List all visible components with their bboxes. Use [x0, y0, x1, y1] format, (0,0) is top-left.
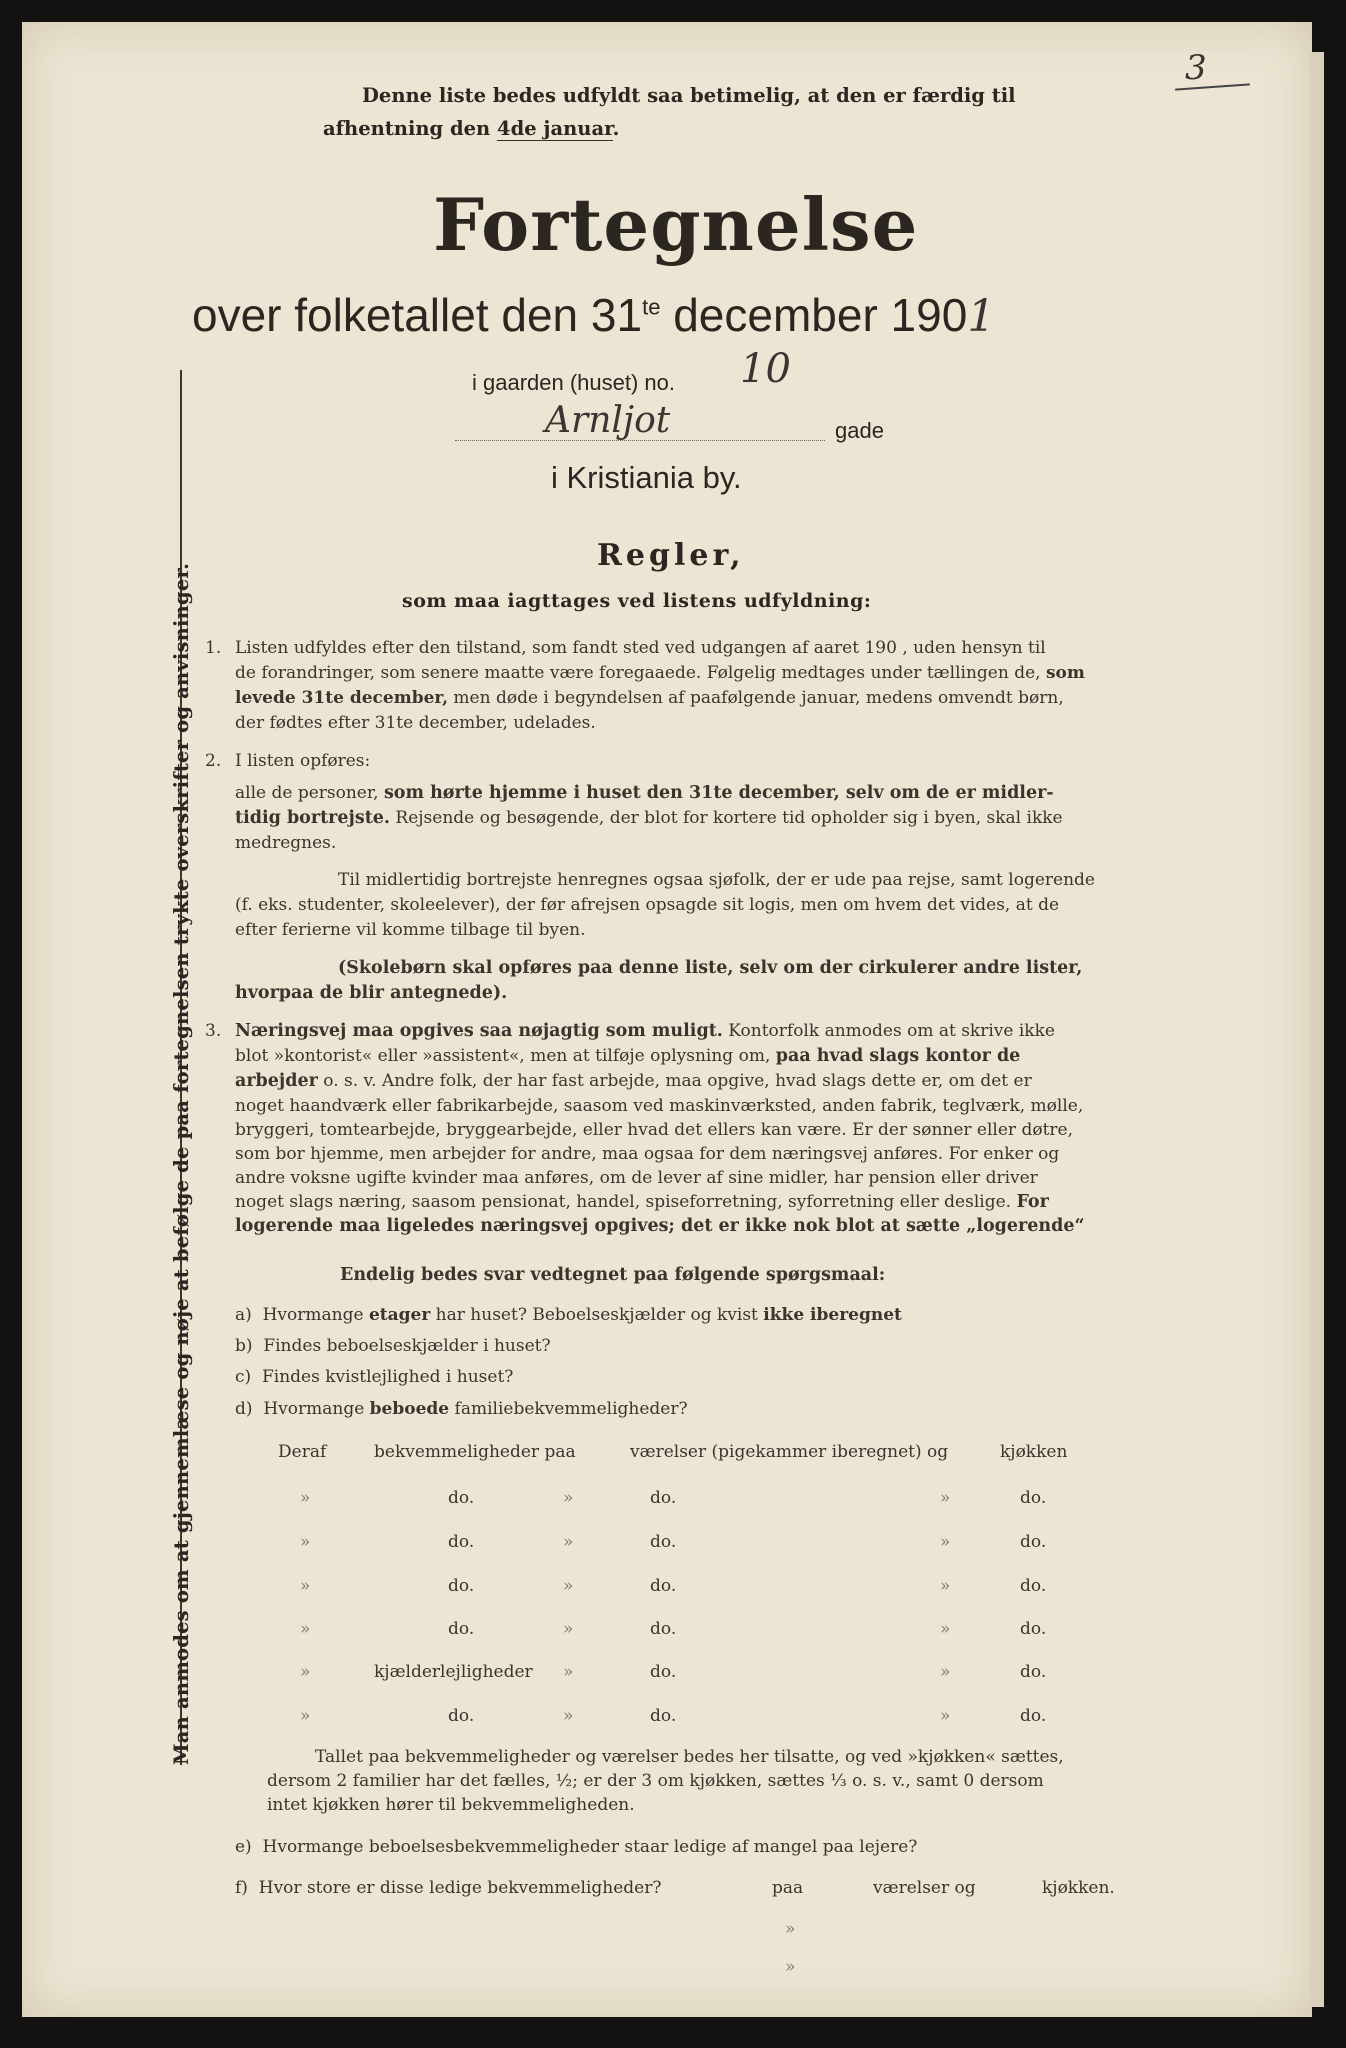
table-cell: »	[940, 1532, 951, 1552]
rule-2-line-5: Til midlertidig bortrejste henregnes ogsaa sjøfolk, der er ude paa rejse, samt logerende	[338, 870, 1095, 890]
table-cell: do.	[448, 1576, 475, 1596]
rule-2-line-7: efter ferierne vil komme tilbage til byen.	[235, 920, 586, 940]
rule-3-line-7: andre voksne ugifte kvinder maa anføres, om de lever af sine midler, har pension eller driver	[235, 1168, 1038, 1188]
table-cell: do.	[650, 1706, 677, 1726]
house-number: 10	[740, 346, 791, 392]
rule-3-line-3: arbejder o. s. v. Andre folk, der har fast arbejde, maa opgive, hvad slags dette er, om det er	[235, 1071, 1032, 1091]
house-label: i gaarden (huset) no.	[472, 370, 676, 395]
table-cell: »	[300, 1619, 311, 1639]
question-b: b) Findes beboelseskjælder i huset?	[235, 1336, 551, 1356]
table-header-deraf: Deraf	[278, 1442, 327, 1462]
table-cell: do.	[1020, 1532, 1047, 1552]
table-cell: »	[300, 1576, 311, 1596]
notice-line-2: afhentning den 4de januar.	[323, 117, 620, 140]
document-subtitle: over folketallet den $31^{te}$ december 1901	[192, 289, 996, 342]
question-f-vaerelser: værelser og	[873, 1878, 976, 1898]
question-f: f) Hvor store er disse ledige bekvemmeligheder?	[235, 1878, 662, 1898]
table-cell: do.	[448, 1532, 475, 1552]
table-cell: do.	[1020, 1576, 1047, 1596]
table-cell: »	[563, 1576, 574, 1596]
table-cell: »	[940, 1619, 951, 1639]
rule-2-number: 2.	[205, 751, 222, 771]
rule-3-line-6: som bor hjemme, men arbejder for andre, maa ogsaa for dem næringsvej anføres. For enker og	[235, 1144, 1060, 1164]
table-cell: kjælderlejligheder	[374, 1662, 533, 1682]
table-cell: do.	[448, 1488, 475, 1508]
rule-3-line-8: noget slags næring, saasom pensionat, handel, spiseforretning, syforretning eller deslige. For	[235, 1192, 1049, 1212]
handwritten-year: 1	[967, 291, 996, 342]
questions-intro: Endelig bedes svar vedtegnet paa følgende spørgsmaal:	[340, 1265, 886, 1285]
table-cell: »	[563, 1488, 574, 1508]
question-f-paa: paa	[772, 1878, 804, 1898]
table-cell: do.	[1020, 1619, 1047, 1639]
rule-2-line-3: tidig bortrejste. Rejsende og besøgende, der blot for kortere tid opholder sig i byen, skal ikke	[235, 808, 1063, 828]
table-cell: »	[563, 1662, 574, 1682]
table-note-1: Tallet paa bekvemmeligheder og værelser bedes her tilsatte, og ved »kjøkken« sættes,	[315, 1747, 1064, 1767]
rule-2-line-1: I listen opføres:	[235, 751, 371, 771]
rule-2-line-9: hvorpaa de blir antegnede).	[235, 983, 508, 1003]
rule-3-line-4: noget haandværk eller fabrikarbejde, saasom ved maskinværksted, anden fabrik, teglværk, mølle,	[235, 1096, 1084, 1116]
page-edge	[1310, 52, 1324, 2007]
table-cell: do.	[650, 1619, 677, 1639]
rule-1-line-4: der fødtes efter 31te december, udelades.	[235, 713, 596, 733]
notice-line-1: Denne liste bedes udfyldt saa betimelig, at den er færdig til	[362, 84, 1016, 107]
table-cell: do.	[650, 1576, 677, 1596]
table-header-kjok: kjøkken	[1000, 1442, 1068, 1462]
page-number: 3	[1185, 48, 1207, 88]
footer-mark-b: »	[785, 1957, 796, 1977]
city-label: i Kristiania by.	[551, 460, 742, 495]
table-cell: do.	[448, 1619, 475, 1639]
rule-3-line-2: blot »kontorist« eller »assistent«, men at tilføje oplysning om, paa hvad slags kontor de	[235, 1046, 1021, 1066]
rule-2-line-2: alle de personer, som hørte hjemme i huset den 31te december, selv om de er midler-	[235, 783, 1054, 803]
footer-mark-a: »	[785, 1919, 796, 1939]
question-e: e) Hvormange beboelsesbekvemmeligheder staar ledige af mangel paa lejere?	[235, 1837, 918, 1857]
rules-subtitle: som maa iagttages ved listens udfyldning:	[402, 590, 872, 612]
sidebar-instruction: Man anmodes om at gjennemlæse og nøje at befølge de paa fortegnelsen trykte overskrifter og anvisninger.	[170, 562, 193, 1765]
table-cell: do.	[650, 1532, 677, 1552]
table-header-bekv: bekvemmeligheder paa	[374, 1442, 576, 1462]
rule-3-line-9: logerende maa ligeledes næringsvej opgives; det er ikke nok blot at sætte „logerende“	[235, 1216, 1085, 1236]
rule-3-line-5: bryggeri, tomtearbejde, bryggearbejde, eller hvad det ellers kan være. Er der sønner eller døtre,	[235, 1120, 1073, 1140]
rule-3-number: 3.	[205, 1021, 222, 1041]
table-cell: »	[940, 1576, 951, 1596]
document-title: Fortegnelse	[433, 182, 919, 267]
table-cell: »	[300, 1532, 311, 1552]
table-note-3: intet kjøkken hører til bekvemmeligheden.	[267, 1795, 635, 1815]
table-cell: do.	[448, 1706, 475, 1726]
table-cell: »	[300, 1662, 311, 1682]
question-a: a) Hvormange etager har huset? Beboelseskjælder og kvist ikke iberegnet	[235, 1305, 902, 1325]
street-label: gade	[835, 418, 884, 443]
table-header-vaer: værelser (pigekammer iberegnet) og	[630, 1442, 949, 1462]
rule-1-number: 1.	[205, 638, 222, 658]
table-cell: »	[563, 1619, 574, 1639]
rule-3-line-1: Næringsvej maa opgives saa nøjagtig som muligt. Kontorfolk anmodes om at skrive ikke	[235, 1021, 1055, 1041]
table-cell: »	[940, 1662, 951, 1682]
rule-2-line-8: (Skolebørn skal opføres paa denne liste, selv om der cirkulerer andre lister,	[338, 958, 1083, 978]
table-note-2: dersom 2 familier har det fælles, ½; er der 3 om kjøkken, sættes ⅓ o. s. v., samt 0 dersom	[267, 1771, 1044, 1791]
table-cell: »	[300, 1488, 311, 1508]
table-cell: »	[563, 1706, 574, 1726]
rule-1-line-3: levede 31te december, men døde i begyndelsen af paafølgende januar, medens omvendt børn,	[235, 688, 1064, 708]
rules-title: Regler,	[597, 538, 745, 573]
rule-1-line-1: Listen udfyldes efter den tilstand, som fandt sted ved udgangen af aaret 190 , uden hensyn til	[235, 638, 1046, 658]
table-cell: »	[940, 1488, 951, 1508]
table-cell: do.	[650, 1662, 677, 1682]
table-cell: »	[300, 1706, 311, 1726]
rule-2-line-4: medregnes.	[235, 833, 337, 853]
table-cell: do.	[1020, 1662, 1047, 1682]
rule-2-line-6: (f. eks. studenter, skoleelever), der før afrejsen opsagde sit logis, men om hvem det vides, at de	[235, 895, 1060, 915]
rule-1-line-2: de forandringer, som senere maatte være foregaaede. Følgelig medtages under tællingen de, som	[235, 663, 1085, 683]
table-cell: do.	[1020, 1488, 1047, 1508]
street-name: Arnljot	[545, 400, 671, 441]
table-cell: do.	[1020, 1706, 1047, 1726]
question-c: c) Findes kvistlejlighed i huset?	[235, 1367, 514, 1387]
question-d: d) Hvormange beboede familiebekvemmeligheder?	[235, 1399, 688, 1419]
table-cell: »	[563, 1532, 574, 1552]
pickup-date: 4de januar	[497, 117, 613, 140]
table-cell: do.	[650, 1488, 677, 1508]
question-f-kjokken: kjøkken.	[1042, 1878, 1115, 1898]
table-cell: »	[940, 1706, 951, 1726]
